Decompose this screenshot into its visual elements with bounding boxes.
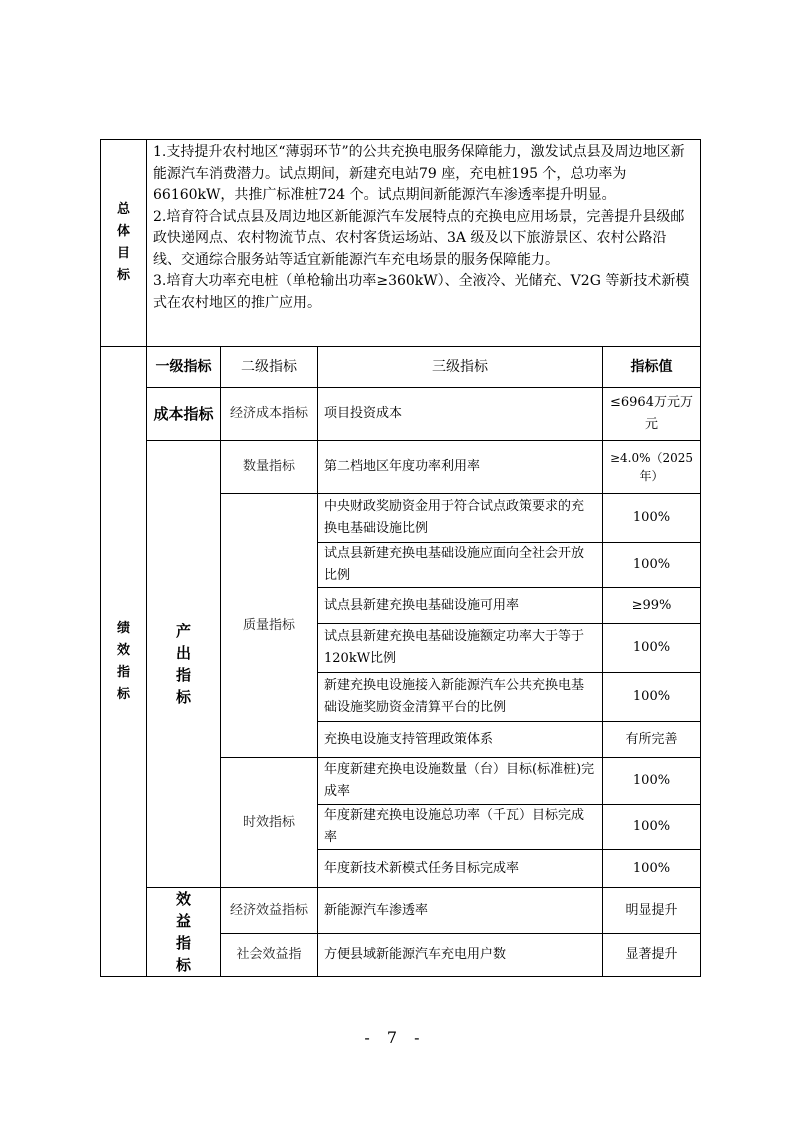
economic-benefit-level2: 经济效益指标 (221, 888, 318, 934)
overall-goals-label: 总 体 目 标 (101, 140, 147, 347)
quality-value-2: 100% (603, 543, 701, 588)
quality-item-1: 中央财政奖励资金用于符合试点政策要求的充换电基础设施比例 (318, 494, 603, 543)
cost-row (101, 388, 701, 441)
quantity-level2: 数量指标 (221, 441, 318, 494)
quality-item-6: 充换电设施支持管理政策体系 (318, 722, 603, 758)
page-number: - 7 - (364, 1028, 426, 1047)
quality-item-3: 试点县新建充换电基础设施可用率 (318, 588, 603, 624)
overall-goals-row (101, 140, 701, 347)
quality-item-4: 试点县新建充换电基础设施额定功率大于等于120kW比例 (318, 624, 603, 673)
cost-value: ≤6964万元万元 (603, 388, 701, 441)
performance-label: 绩 效 指 标 (101, 347, 147, 977)
economic-benefit-item: 新能源汽车渗透率 (318, 888, 603, 934)
timeliness-item-2: 年度新建充换电设施总功率（千瓦）目标完成率 (318, 805, 603, 850)
goal-2: 2.培育符合试点县及周边地区新能源汽车发展特点的充换电应用场景，完善提升县级邮政快递网点、农村物流节点、农村客货运场站、3A 级及以下旅游景区、农村公路沿线、交通综合服务站等适宜新能源汽车充电场景的服务保障能力。 (153, 208, 685, 268)
timeliness-level2: 时效指标 (221, 758, 318, 888)
quality-value-1: 100% (603, 494, 701, 543)
header-row (101, 347, 701, 388)
quantity-item: 第二档地区年度功率利用率 (318, 441, 603, 494)
cost-level2: 经济成本指标 (221, 388, 318, 441)
benefit-level1: 效 益 指 标 (147, 888, 221, 977)
header-level1: 一级指标 (147, 347, 221, 388)
timeliness-value-1: 100% (603, 758, 701, 805)
timeliness-item-3: 年度新技术新模式任务目标完成率 (318, 850, 603, 888)
quality-item-2: 试点县新建充换电基础设施应面向全社会开放比例 (318, 543, 603, 588)
economic-benefit-value: 明显提升 (603, 888, 701, 934)
timeliness-value-3: 100% (603, 850, 701, 888)
quality-value-4: 100% (603, 624, 701, 673)
output-level1: 产 出 指 标 (147, 441, 221, 888)
quality-item-5: 新建充换电设施接入新能源汽车公共充换电基础设施奖励资金清算平台的比例 (318, 673, 603, 722)
cost-item: 项目投资成本 (318, 388, 603, 441)
quality-level2: 质量指标 (221, 494, 318, 758)
overall-goals-content (147, 140, 701, 347)
performance-goals-table (100, 139, 701, 977)
header-level3: 三级指标 (318, 347, 603, 388)
header-value: 指标值 (603, 347, 701, 388)
goal-3: 3.培育大功率充电桩（单枪输出功率≥360kW）、全液冷、光储充、V2G 等新技术新模式在农村地区的推广应用。 (153, 273, 690, 311)
social-benefit-item: 方便县域新能源汽车充电用户数 (318, 934, 603, 977)
economic-benefit-row (101, 888, 701, 934)
timeliness-item-1: 年度新建充换电设施数量（台）目标(标准桩)完成率 (318, 758, 603, 805)
goal-1: 1.支持提升农村地区“薄弱环节”的公共充换电服务保障能力，激发试点县及周边地区新能源汽车消费潜力。试点期间，新建充电站79 座，充电桩195 个，总功率为66160kW，共推广标准桩724 个。试点期间新能源汽车渗透率提升明显。 (153, 144, 685, 203)
quality-value-3: ≥99% (603, 588, 701, 624)
social-benefit-value: 显著提升 (603, 934, 701, 977)
quantity-value: ≥4.0%（2025年） (603, 441, 701, 494)
quantity-row (101, 441, 701, 494)
cost-level1: 成本指标 (147, 388, 221, 441)
social-benefit-level2: 社会效益指 (221, 934, 318, 977)
header-level2: 二级指标 (221, 347, 318, 388)
quality-value-5: 100% (603, 673, 701, 722)
quality-value-6: 有所完善 (603, 722, 701, 758)
timeliness-value-2: 100% (603, 805, 701, 850)
